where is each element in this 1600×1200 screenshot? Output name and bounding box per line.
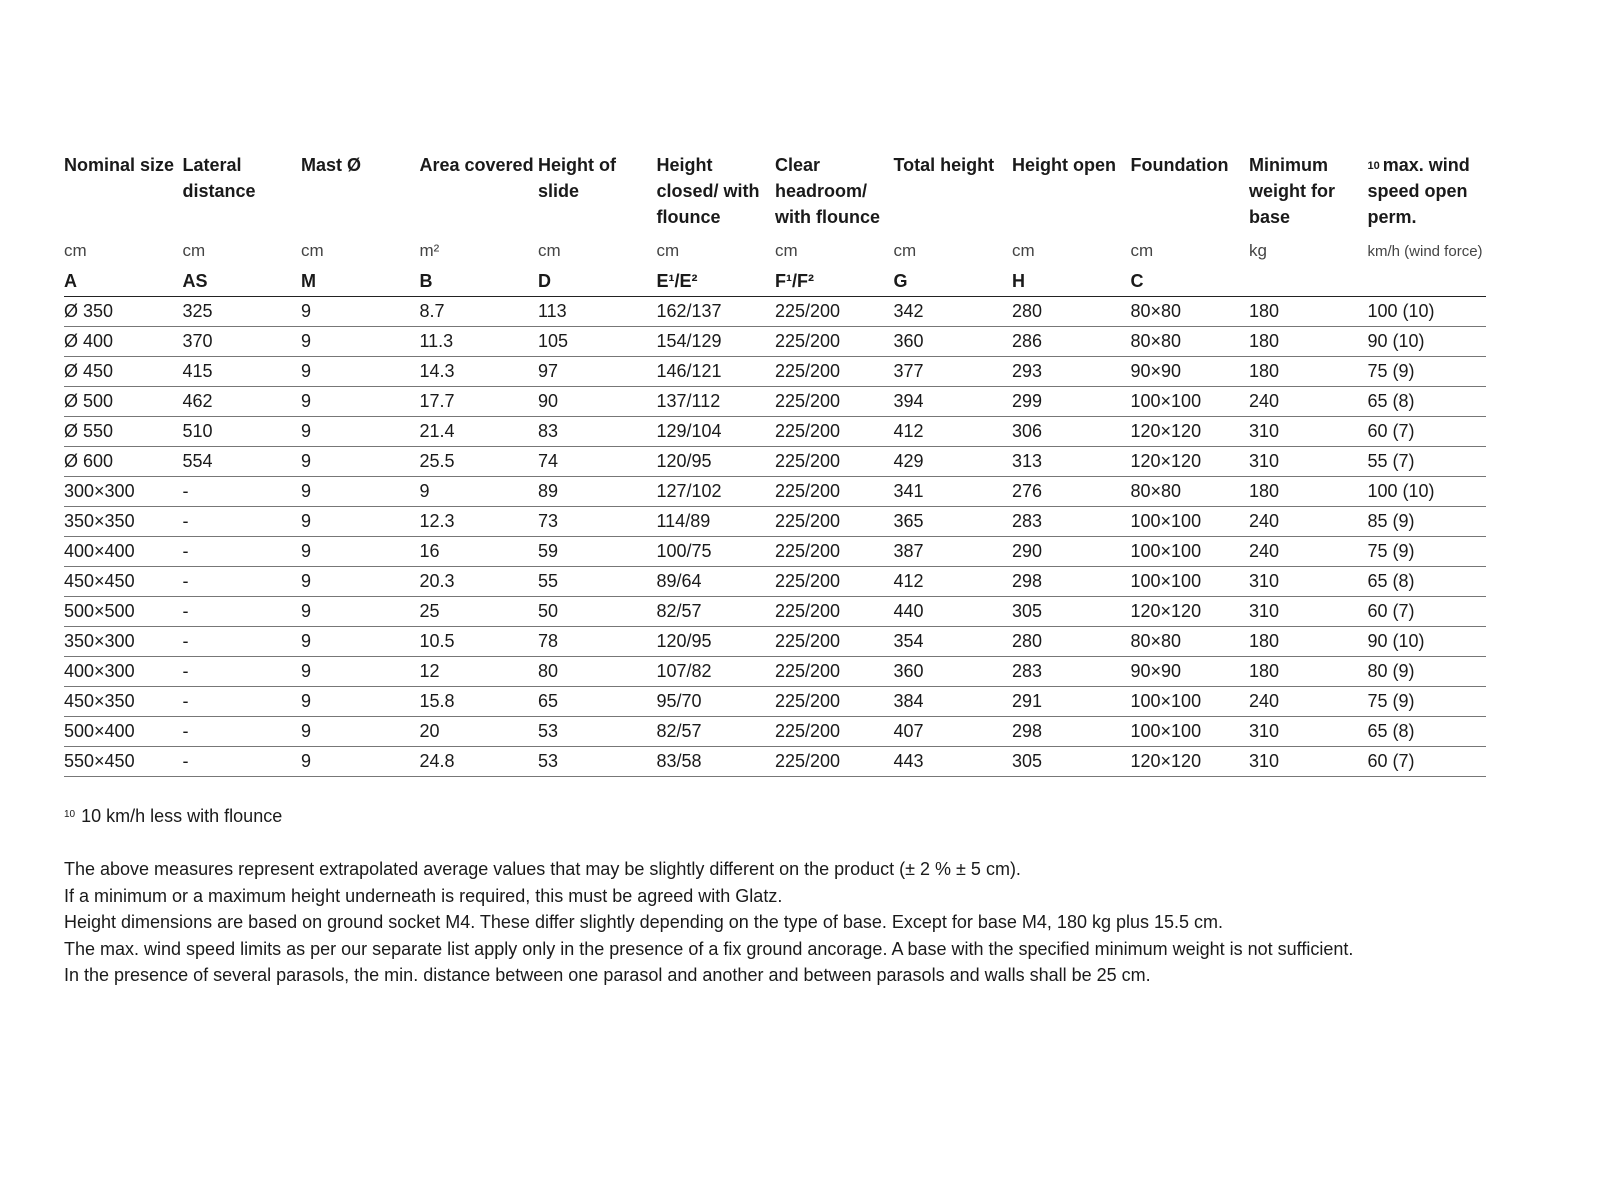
unit-cell: cm (1012, 241, 1035, 260)
note-line: In the presence of several parasols, the min. distance between one parasol and another and between parasols and walls shall be 25 cm. (64, 965, 1151, 985)
table-cell: 225/200 (775, 417, 894, 447)
table-cell: 225/200 (775, 507, 894, 537)
key-cell (301, 266, 420, 297)
key-cell (1012, 266, 1131, 297)
column-header (183, 152, 302, 236)
notes-block (64, 856, 1353, 989)
key-label: D (538, 270, 551, 291)
table-cell: 9 (301, 537, 420, 567)
table-cell: 400×400 (64, 537, 183, 567)
table-cell: 90×90 (1131, 657, 1250, 687)
column-header (301, 152, 420, 236)
table-row (64, 687, 1486, 717)
table-cell: 298 (1012, 717, 1131, 747)
header-superscript: 10 (1367, 160, 1380, 172)
table-cell: 82/57 (657, 717, 776, 747)
table-cell: 78 (538, 627, 657, 657)
table-cell: 298 (1012, 567, 1131, 597)
table-cell: - (183, 717, 302, 747)
table-cell: 225/200 (775, 657, 894, 687)
table-cell: 225/200 (775, 477, 894, 507)
table-cell: 113 (538, 297, 657, 327)
table-cell: - (183, 567, 302, 597)
table-cell: 146/121 (657, 357, 776, 387)
column-header (64, 152, 183, 236)
table-cell: 400×300 (64, 657, 183, 687)
table-row (64, 657, 1486, 687)
table-cell: Ø 600 (64, 447, 183, 477)
table-cell: 105 (538, 327, 657, 357)
table-cell: 80×80 (1131, 627, 1250, 657)
unit-cell: km/h (wind force) (1367, 242, 1483, 260)
table-cell: 90×90 (1131, 357, 1250, 387)
unit-cell: kg (1249, 241, 1267, 260)
key-cell (183, 266, 302, 297)
unit-cell: cm (64, 241, 87, 260)
header-row (64, 152, 1486, 236)
table-cell: 9 (301, 657, 420, 687)
table-cell: 65 (538, 687, 657, 717)
table-cell: - (183, 477, 302, 507)
table-cell: 120×120 (1131, 597, 1250, 627)
note-line: If a minimum or a maximum height underneath is required, this must be agreed with Glatz. (64, 885, 783, 906)
table-cell: 120×120 (1131, 447, 1250, 477)
column-header (894, 152, 1013, 236)
table-cell: 342 (894, 297, 1013, 327)
table-cell: 9 (301, 717, 420, 747)
table-cell: Ø 450 (64, 357, 183, 387)
table-cell: 90 (538, 387, 657, 417)
table-cell: 9 (301, 687, 420, 717)
table-cell: 429 (894, 447, 1013, 477)
key-label: G (893, 270, 908, 291)
table-cell: 85 (9) (1368, 507, 1487, 537)
column-header (1368, 152, 1487, 236)
table-cell: 89 (538, 477, 657, 507)
dimensions-table (64, 152, 1486, 777)
table-cell: 95/70 (657, 687, 776, 717)
table-cell: 60 (7) (1368, 417, 1487, 447)
table-cell: 9 (301, 417, 420, 447)
table-cell: 25 (420, 597, 539, 627)
table-cell: - (183, 687, 302, 717)
table-cell: 9 (301, 747, 420, 777)
key-label: AS (182, 270, 208, 291)
table-cell: 450×350 (64, 687, 183, 717)
table-cell: 12.3 (420, 507, 539, 537)
table-cell: 365 (894, 507, 1013, 537)
key-cell (64, 266, 183, 297)
table-cell: 55 (538, 567, 657, 597)
header-label: Nominal size (64, 155, 175, 175)
key-label: F¹/F² (775, 270, 814, 291)
table-cell: 350×350 (64, 507, 183, 537)
key-cell (1249, 266, 1368, 297)
table-cell: 310 (1249, 447, 1368, 477)
unit-cell: cm (1130, 241, 1154, 260)
table-cell: 100×100 (1131, 387, 1250, 417)
table-cell: 305 (1012, 597, 1131, 627)
table-cell: 325 (183, 297, 302, 327)
column-header (657, 152, 776, 236)
table-cell: 310 (1249, 417, 1368, 447)
table-cell: 59 (538, 537, 657, 567)
table-cell: 120/95 (657, 447, 776, 477)
table-cell: Ø 400 (64, 327, 183, 357)
table-cell: 360 (894, 327, 1013, 357)
key-cell (894, 266, 1013, 297)
table-cell: 25.5 (420, 447, 539, 477)
table-cell: 15.8 (420, 687, 539, 717)
table-row (64, 477, 1486, 507)
table-cell: 360 (894, 657, 1013, 687)
header-label: Clear headroom/ with flounce (775, 155, 880, 227)
table-cell: 14.3 (420, 357, 539, 387)
table-cell: 310 (1249, 747, 1368, 777)
table-cell: 55 (7) (1368, 447, 1487, 477)
table-row (64, 597, 1486, 627)
table-row (64, 297, 1486, 327)
table-cell: 80×80 (1131, 297, 1250, 327)
table-cell: 100×100 (1131, 537, 1250, 567)
table-row (64, 717, 1486, 747)
table-cell: 100/75 (657, 537, 776, 567)
table-cell: 354 (894, 627, 1013, 657)
table-cell: 100×100 (1131, 507, 1250, 537)
keys-row (64, 266, 1486, 297)
table-cell: 120×120 (1131, 417, 1250, 447)
table-cell: 50 (538, 597, 657, 627)
table-cell: 313 (1012, 447, 1131, 477)
table-cell: - (183, 747, 302, 777)
table-cell: - (183, 597, 302, 627)
table-cell: 75 (9) (1368, 357, 1487, 387)
table-cell: 53 (538, 717, 657, 747)
header-label: Mast Ø (301, 155, 362, 175)
table-cell: 60 (7) (1368, 597, 1487, 627)
table-cell: 100×100 (1131, 687, 1250, 717)
unit-cell: cm (656, 241, 680, 260)
table-cell: 11.3 (420, 327, 539, 357)
table-cell: 240 (1249, 387, 1368, 417)
table-cell: 114/89 (657, 507, 776, 537)
table-row (64, 627, 1486, 657)
table-cell: 225/200 (775, 387, 894, 417)
header-label: Lateral distance (182, 155, 256, 201)
table-cell: 65 (8) (1368, 387, 1487, 417)
table-cell: 100×100 (1131, 717, 1250, 747)
table-cell: 283 (1012, 507, 1131, 537)
table-cell: 240 (1249, 507, 1368, 537)
table-cell: 384 (894, 687, 1013, 717)
table-cell: 310 (1249, 717, 1368, 747)
table-cell: 225/200 (775, 327, 894, 357)
table-cell: 17.7 (420, 387, 539, 417)
table-cell: 90 (10) (1368, 627, 1487, 657)
table-cell: 120/95 (657, 627, 776, 657)
table-row (64, 357, 1486, 387)
table-cell: 80 (9) (1368, 657, 1487, 687)
table-cell: 162/137 (657, 297, 776, 327)
table-cell: 370 (183, 327, 302, 357)
table-cell: 180 (1249, 357, 1368, 387)
key-cell (1368, 266, 1487, 297)
table-cell: 300×300 (64, 477, 183, 507)
header-label: max. wind speed open perm. (1367, 155, 1470, 227)
column-header (1249, 152, 1368, 236)
table-cell: 9 (301, 327, 420, 357)
table-cell: 290 (1012, 537, 1131, 567)
footnote (64, 804, 282, 828)
header-label: Height closed/ with flounce (656, 155, 760, 227)
table-cell: 240 (1249, 687, 1368, 717)
table-body (64, 297, 1486, 777)
table-cell: 276 (1012, 477, 1131, 507)
table-cell: 407 (894, 717, 1013, 747)
table-cell: 9 (301, 447, 420, 477)
table-cell: 291 (1012, 687, 1131, 717)
table-cell: 225/200 (775, 297, 894, 327)
key-label: E¹/E² (656, 270, 698, 291)
table-cell: 280 (1012, 297, 1131, 327)
table-cell: 412 (894, 567, 1013, 597)
key-label: H (1012, 270, 1025, 291)
unit-cell: cm (182, 241, 206, 260)
table-cell: 80×80 (1131, 327, 1250, 357)
note-line: The above measures represent extrapolated average values that may be slightly different on the product (± 2 % ± 5 cm). (64, 859, 1021, 879)
table-cell: 9 (301, 507, 420, 537)
table-cell: 299 (1012, 387, 1131, 417)
units-row (64, 236, 1486, 266)
table-cell: 129/104 (657, 417, 776, 447)
table-cell: 387 (894, 537, 1013, 567)
table-cell: 180 (1249, 657, 1368, 687)
table-cell: 225/200 (775, 597, 894, 627)
key-cell (657, 266, 776, 297)
key-label: C (1130, 270, 1144, 291)
table-cell: 310 (1249, 567, 1368, 597)
header-label: Minimum weight for base (1249, 155, 1335, 227)
table-cell: 341 (894, 477, 1013, 507)
key-label: A (64, 270, 77, 291)
table-cell: 225/200 (775, 447, 894, 477)
table-cell: 9 (301, 567, 420, 597)
key-cell (1131, 266, 1250, 297)
table-cell: 60 (7) (1368, 747, 1487, 777)
table-cell: - (183, 657, 302, 687)
table-cell: 20.3 (420, 567, 539, 597)
table-cell: 394 (894, 387, 1013, 417)
table-cell: 80 (538, 657, 657, 687)
table-cell: 89/64 (657, 567, 776, 597)
unit-cell: cm (301, 241, 324, 260)
table-cell: 83/58 (657, 747, 776, 777)
key-cell (420, 266, 539, 297)
table-cell: 20 (420, 717, 539, 747)
table-cell: 280 (1012, 627, 1131, 657)
table-cell: 90 (10) (1368, 327, 1487, 357)
table-cell: - (183, 537, 302, 567)
unit-cell: m² (419, 241, 440, 260)
table-cell: 9 (301, 357, 420, 387)
table-cell: 450×450 (64, 567, 183, 597)
table-cell: 9 (301, 387, 420, 417)
key-label: M (301, 270, 316, 291)
header-label: Total height (893, 155, 995, 175)
table-cell: 120×120 (1131, 747, 1250, 777)
table-cell: 10.5 (420, 627, 539, 657)
table-cell: Ø 500 (64, 387, 183, 417)
key-label: B (419, 270, 433, 291)
table-cell: 73 (538, 507, 657, 537)
note-line: The max. wind speed limits as per our separate list apply only in the presence of a fix ground ancorage. A base with the specified minimum weight is not sufficient. (64, 938, 1354, 959)
table-cell: 180 (1249, 477, 1368, 507)
table-cell: 75 (9) (1368, 687, 1487, 717)
table-cell: 440 (894, 597, 1013, 627)
table-cell: 74 (538, 447, 657, 477)
table-cell: 293 (1012, 357, 1131, 387)
unit-cell: cm (538, 241, 561, 260)
table-cell: 225/200 (775, 357, 894, 387)
table-cell: 180 (1249, 627, 1368, 657)
table-cell: 225/200 (775, 717, 894, 747)
header-label: Height open (1012, 155, 1116, 175)
table-cell: 9 (301, 297, 420, 327)
table-row (64, 507, 1486, 537)
table-cell: 82/57 (657, 597, 776, 627)
table-cell: 240 (1249, 537, 1368, 567)
table-cell: 65 (8) (1368, 717, 1487, 747)
header-label: Height of slide (538, 155, 616, 201)
table-cell: 97 (538, 357, 657, 387)
key-cell (538, 266, 657, 297)
unit-cell: cm (775, 241, 798, 260)
table-cell: 9 (301, 477, 420, 507)
table-cell: 53 (538, 747, 657, 777)
table-row (64, 447, 1486, 477)
table-cell: - (183, 507, 302, 537)
footnote-text: 10 km/h less with flounce (81, 806, 283, 826)
table-cell: 443 (894, 747, 1013, 777)
table-cell: 554 (183, 447, 302, 477)
table-cell: 21.4 (420, 417, 539, 447)
table-cell: 225/200 (775, 627, 894, 657)
table-cell: 305 (1012, 747, 1131, 777)
note-line: Height dimensions are based on ground socket M4. These differ slightly depending on the type of base. Except for base M4, 180 kg plus 15.5 cm. (64, 912, 1224, 932)
table-cell: 225/200 (775, 687, 894, 717)
table-cell: 180 (1249, 297, 1368, 327)
table-cell: 412 (894, 417, 1013, 447)
table-cell: 100 (10) (1368, 477, 1487, 507)
table-cell: 377 (894, 357, 1013, 387)
table-cell: 310 (1249, 597, 1368, 627)
column-header (1131, 152, 1250, 236)
table-cell: 127/102 (657, 477, 776, 507)
table-row (64, 747, 1486, 777)
column-header (775, 152, 894, 236)
table-cell: 225/200 (775, 537, 894, 567)
table-cell: 107/82 (657, 657, 776, 687)
table-row (64, 417, 1486, 447)
table-cell: 550×450 (64, 747, 183, 777)
table-cell: 154/129 (657, 327, 776, 357)
table-cell: 80×80 (1131, 477, 1250, 507)
table-row (64, 387, 1486, 417)
table-cell: 306 (1012, 417, 1131, 447)
table-cell: 225/200 (775, 747, 894, 777)
table-cell: - (183, 627, 302, 657)
table-cell: Ø 550 (64, 417, 183, 447)
table-cell: 9 (301, 597, 420, 627)
key-cell (775, 266, 894, 297)
table-cell: 12 (420, 657, 539, 687)
footnote-marker: 10 (64, 809, 76, 820)
table-cell: 180 (1249, 327, 1368, 357)
table-cell: 83 (538, 417, 657, 447)
column-header (538, 152, 657, 236)
table-cell: 100 (10) (1368, 297, 1487, 327)
table-row (64, 537, 1486, 567)
table-cell: 137/112 (657, 387, 776, 417)
table-cell: 100×100 (1131, 567, 1250, 597)
table-row (64, 327, 1486, 357)
table-cell: 500×500 (64, 597, 183, 627)
table-cell: 65 (8) (1368, 567, 1487, 597)
table-cell: 16 (420, 537, 539, 567)
table-cell: 75 (9) (1368, 537, 1487, 567)
column-header (420, 152, 539, 236)
table-cell: 350×300 (64, 627, 183, 657)
header-label: Foundation (1130, 155, 1229, 175)
table-cell: 286 (1012, 327, 1131, 357)
table-cell: 24.8 (420, 747, 539, 777)
table-row (64, 567, 1486, 597)
table-cell: 462 (183, 387, 302, 417)
table-cell: 225/200 (775, 567, 894, 597)
table-cell: Ø 350 (64, 297, 183, 327)
table-cell: 510 (183, 417, 302, 447)
table-cell: 9 (301, 627, 420, 657)
column-header (1012, 152, 1131, 236)
unit-cell: cm (893, 241, 917, 260)
table-cell: 415 (183, 357, 302, 387)
header-label: Area covered (419, 155, 534, 175)
table-cell: 9 (420, 477, 539, 507)
table-cell: 283 (1012, 657, 1131, 687)
table-cell: 500×400 (64, 717, 183, 747)
table-cell: 8.7 (420, 297, 539, 327)
